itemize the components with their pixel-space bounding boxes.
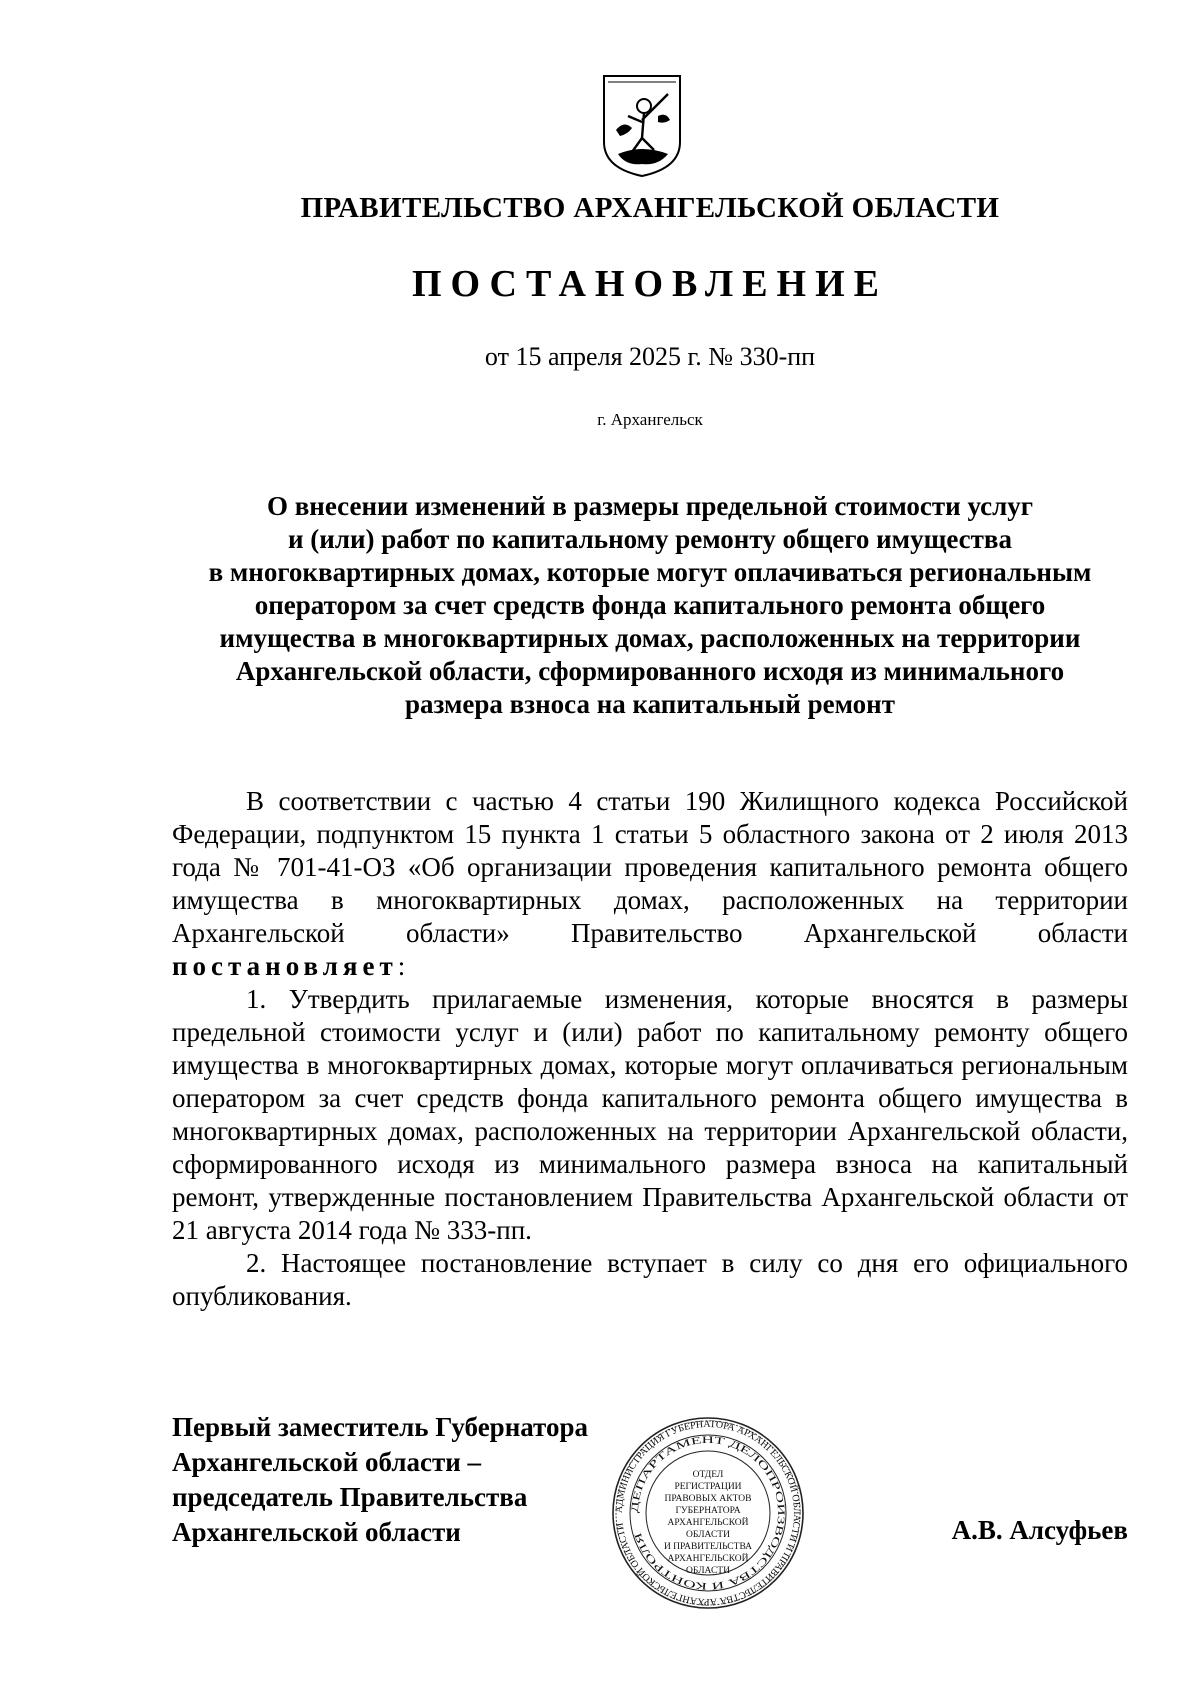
stamp-center-line: ОБЛАСТИ — [686, 1566, 730, 1576]
stamp-center-line: И ПРАВИТЕЛЬСТВА — [663, 1542, 753, 1552]
document-city: г. Архангельск — [597, 410, 703, 429]
subject-line: размера взноса на капитальный ремонт — [405, 689, 895, 719]
signatory-title-line: Архангельской области — [172, 1517, 461, 1547]
stamp-center — [664, 1470, 752, 1576]
document-subject — [150, 490, 1150, 721]
stamp-center-line: ПРАВОВЫХ АКТОВ — [664, 1494, 752, 1504]
preamble-paragraph — [172, 785, 1128, 983]
stamp-center-line: ГУБЕРНАТОРА — [675, 1506, 741, 1516]
item-2-paragraph: 2. Настоящее постановление вступает в силу со дня его официального опубликования. — [172, 1248, 1128, 1311]
preamble-text: В соответствии с частью 4 статьи 190 Жилищного кодекса Российской Федерации, подпунктом 15 пункта 1 статьи 5 областного закона от 2 июля 2013 года № 701-41-ОЗ «Об организации проведения капитального ремонта общего имущества в многоквартирных домах, расположенных на территории Архангельской области» Правительство Архангельской области — [172, 786, 1128, 948]
coat-of-arms-emblem — [598, 72, 686, 180]
signatory-title-line: Первый заместитель Губернатора — [172, 1412, 588, 1442]
signatory-name: А.В. Алсуфьев — [951, 1515, 1128, 1545]
stamp-center-line: РЕГИСТРАЦИИ — [674, 1482, 742, 1492]
subject-line: имущества в многоквартирных домах, расположенных на территории — [219, 623, 1081, 653]
subject-line: оператором за счет средств фонда капитального ремонта общего — [254, 590, 1046, 620]
resolves-colon: : — [397, 951, 406, 981]
stamp-center-line: ОБЛАСТИ — [686, 1530, 730, 1540]
government-title: ПРАВИТЕЛЬСТВО АРХАНГЕЛЬСКОЙ ОБЛАСТИ — [300, 192, 1000, 224]
subject-line: и (или) работ по капитальному ремонту общего имущества — [287, 524, 1013, 554]
stamp-center-line: АРХАНГЕЛЬСКОЙ — [667, 1554, 749, 1564]
resolves-word: постановляет — [172, 951, 398, 981]
document-body — [172, 785, 1128, 1313]
signatory-title-line: председатель Правительства — [172, 1482, 528, 1512]
document-type-heading: ПОСТАНОВЛЕНИЕ — [411, 263, 889, 305]
signatory-title-line: Архангельской области – — [172, 1447, 482, 1477]
stamp-inner-ring-text: ДЕПАРТАМЕНТ ДЕЛОПРОИЗВОДСТВА И КОНТРОЛЯ — [629, 1434, 787, 1592]
subject-line: в многоквартирных домах, которые могут оплачиваться региональным — [208, 557, 1092, 587]
official-stamp — [610, 1415, 806, 1611]
subject-line: Архангельской области, сформированного исходя из минимального — [235, 656, 1065, 686]
document-date-number: от 15 апреля 2025 г. № 330-пп — [484, 342, 816, 371]
stamp-outer-text: АДМИНИСТРАЦИЯ ГУБЕРНАТОРА АРХАНГЕЛЬСКОЙ ОБЛАСТИ И ПРАВИТЕЛЬСТВА АРХАНГЕЛЬСКОЙ ОБЛАСТИ — [613, 1418, 803, 1608]
signatory-title — [172, 1410, 588, 1550]
stamp-center-line: ОТДЕЛ — [692, 1470, 724, 1480]
stamp-center-line: АРХАНГЕЛЬСКОЙ — [667, 1518, 749, 1528]
subject-line: О внесении изменений в размеры предельной стоимости услуг — [266, 491, 1034, 521]
item-1-paragraph: 1. Утвердить прилагаемые изменения, которые вносятся в размеры предельной стоимости услуг и (или) работ по капитальному ремонту общего имущества в многоквартирных домах, которые могут оплачиваться региональным оператором за счет средств фонда капитального ремонта общего имущества в многоквартирных домах, расположенных на территории Архангельской области, сформированного исходя из минимального размера взноса на капитальный ремонт, утвержденные постановлением Правительства Архангельской области от 21 августа 2014 года № 333-пп. — [172, 984, 1128, 1245]
